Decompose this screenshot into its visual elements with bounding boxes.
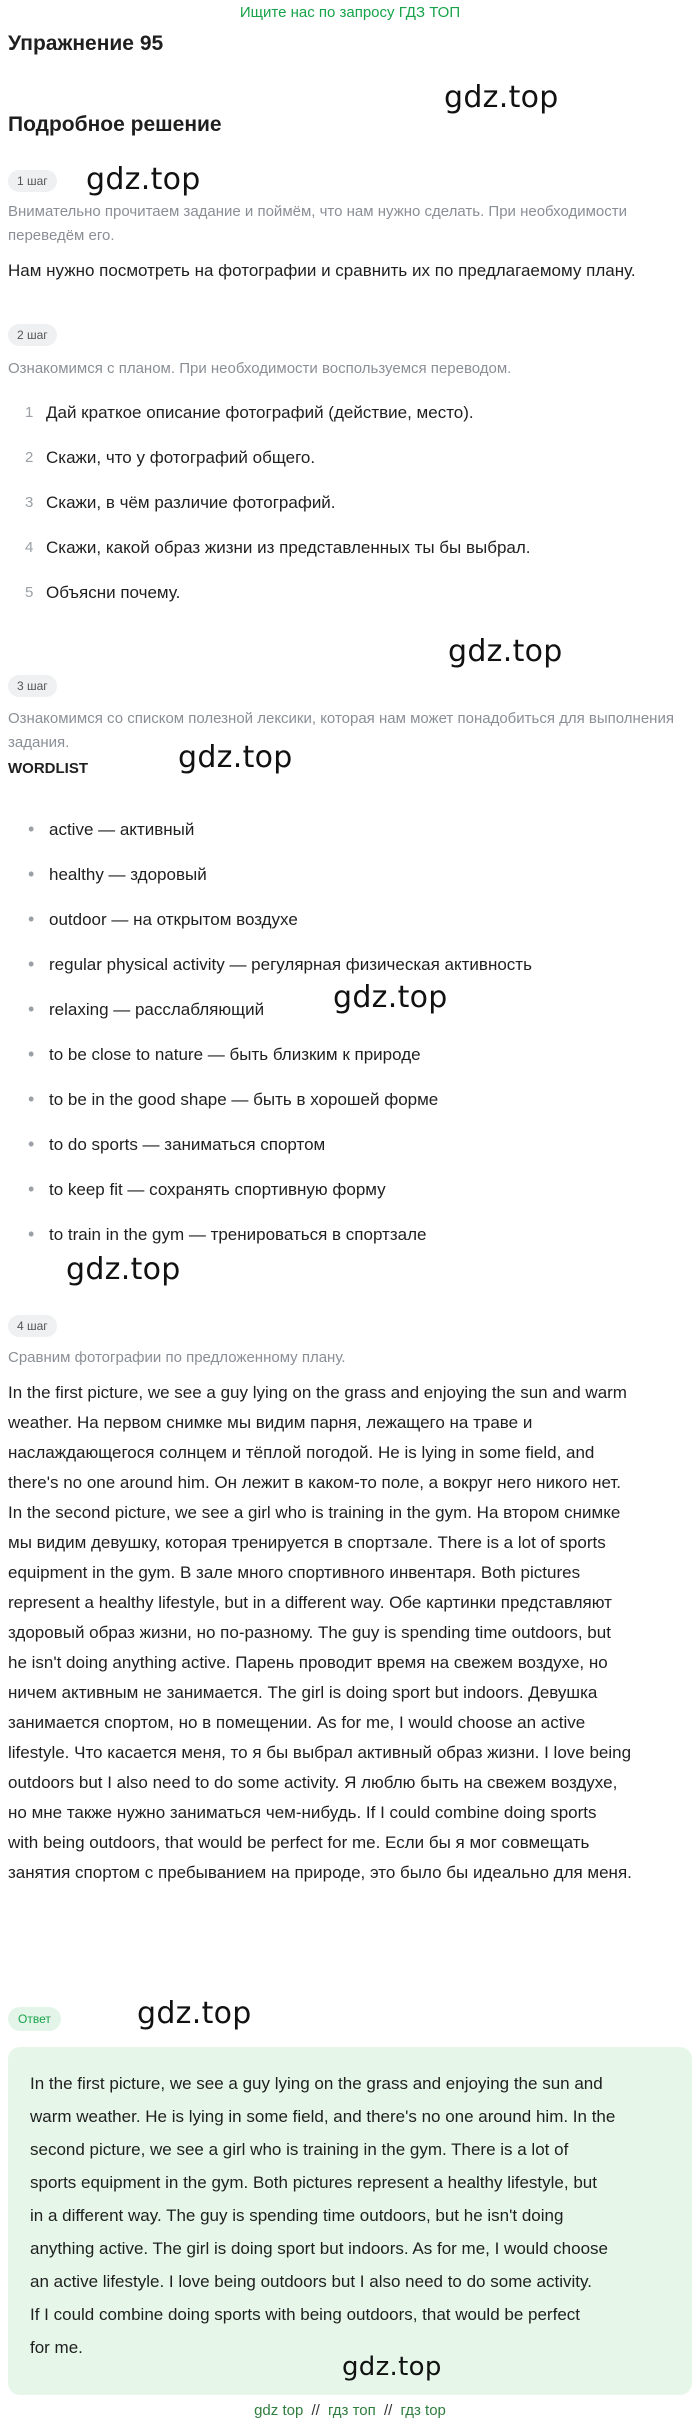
page-title: Упражнение 95	[8, 32, 164, 55]
bullet: •	[28, 954, 35, 974]
item-text: outdoor — на открытом воздухе	[49, 909, 298, 929]
watermark: gdz.top	[444, 80, 559, 115]
step-text: Нам нужно посмотреть на фотографии и сравнить их по предлагаемому плану.	[8, 261, 636, 280]
list-item	[8, 488, 692, 533]
item-text: Объясни почему.	[46, 583, 181, 602]
text-line: здоровый образ жизни, но по-разному. The guy is spending time outdoors, but	[8, 1623, 611, 1642]
answer-box	[8, 2047, 692, 2395]
bullet: •	[28, 1044, 35, 1064]
watermark: gdz.top	[178, 740, 293, 775]
answer-line: If I could combine doing sports with being outdoors, that would be perfect	[30, 2305, 580, 2324]
bullet: •	[28, 819, 35, 839]
step-badge: 2 шаг	[8, 324, 57, 346]
answer-line: anything active. The girl is doing sport but indoors. As for me, I would choose	[30, 2239, 608, 2258]
answer-line: for me.	[30, 2338, 83, 2357]
item-text: active — активный	[49, 819, 195, 839]
footer	[0, 2399, 700, 2423]
section-title: Подробное решение	[8, 113, 222, 136]
item-number: 1	[25, 404, 34, 421]
list-item	[8, 897, 692, 942]
text-line: outdoors but I also need to do some activity. Я люблю быть на свежем воздухе,	[8, 1773, 618, 1792]
text-line: мы видим девушку, которая тренируется в спортзале. There is a lot of sports	[8, 1533, 606, 1552]
step-hint: Ознакомимся с планом. При необходимости воспользуемся переводом.	[8, 360, 512, 377]
watermark: gdz.top	[448, 634, 563, 669]
list-item	[8, 443, 692, 488]
text-line: there's no one around him. Он лежит в каком-то поле, а вокруг него никого нет.	[8, 1473, 621, 1492]
list-item	[8, 807, 692, 852]
footer-link[interactable]: гдз топ	[328, 2402, 376, 2419]
bullet: •	[28, 909, 35, 929]
top-banner: Ищите нас по запросу ГДЗ ТОП	[239, 4, 461, 21]
answer-line: an active lifestyle. I love being outdoors but I also need to do some activity.	[30, 2272, 592, 2291]
item-text: Скажи, что у фотографий общего.	[46, 448, 316, 467]
footer-link[interactable]: гдз top	[400, 2402, 446, 2419]
item-number: 4	[25, 539, 34, 556]
wordlist	[8, 807, 692, 1257]
watermark: gdz.top	[333, 980, 448, 1015]
text-line: lifestyle. Что касается меня, то я бы выбрал активный образ жизни. I love being	[8, 1743, 632, 1762]
answer-line: In the first picture, we see a guy lying on the grass and enjoying the sun and	[30, 2074, 603, 2093]
footer-link[interactable]: gdz top	[254, 2402, 304, 2419]
step-hint: Внимательно прочитаем задание и поймём, что нам нужно сделать. При необходимости переведём его.	[8, 203, 628, 244]
bullet: •	[28, 999, 35, 1019]
bullet: •	[28, 1134, 35, 1154]
text-line: занимается спортом, но в помещении. As for me, I would choose an active	[8, 1713, 586, 1732]
step-badge: 1 шаг	[8, 170, 57, 192]
comparison-text	[8, 1378, 692, 1888]
bullet: •	[28, 1089, 35, 1109]
watermark: gdz.top	[137, 1996, 252, 2031]
item-text: to keep fit — сохранять спортивную форму	[49, 1179, 386, 1199]
wordlist-title: WORDLIST	[8, 760, 88, 777]
list-item	[8, 1077, 692, 1122]
text-line: weather. На первом снимке мы видим парня, лежащего на траве и	[8, 1413, 533, 1432]
text-line: In the first picture, we see a guy lying on the grass and enjoying the sun and warm	[8, 1383, 627, 1402]
list-item	[8, 578, 692, 623]
footer-separator: //	[311, 2402, 320, 2419]
step-hint: Сравним фотографии по предложенному плану.	[8, 1349, 346, 1366]
list-item	[8, 1122, 692, 1167]
item-number: 3	[25, 494, 34, 511]
answer-badge: Ответ	[8, 2007, 61, 2031]
text-line: In the second picture, we see a girl who is training in the gym. На втором снимке	[8, 1503, 621, 1522]
step-hint: Ознакомимся со списком полезной лексики, которая нам может понадобиться для выполнения задания.	[8, 710, 674, 751]
bullet: •	[28, 864, 35, 884]
watermark: gdz.top	[86, 162, 201, 197]
answer-line: warm weather. He is lying in some field, and there's no one around him. In the	[30, 2107, 616, 2126]
item-text: relaxing — расслабляющий	[49, 999, 265, 1019]
text-line: represent a healthy lifestyle, but in a different way. Обе картинки представляют	[8, 1593, 612, 1612]
watermark: gdz.top	[66, 1252, 181, 1287]
item-text: to do sports — заниматься спортом	[49, 1134, 326, 1154]
text-line: he isn't doing anything active. Парень проводит время на свежем воздухе, но	[8, 1653, 608, 1672]
step-badge: 3 шаг	[8, 675, 57, 697]
item-text: healthy — здоровый	[49, 864, 207, 884]
text-line: занятия спортом с пребыванием на природе, это было бы идеально для меня.	[8, 1863, 632, 1882]
bullet: •	[28, 1179, 35, 1199]
plan-list	[8, 398, 692, 623]
list-item	[8, 852, 692, 897]
list-item	[8, 1212, 692, 1257]
text-line: equipment in the gym. В зале много спортивного инвентаря. Both pictures	[8, 1563, 581, 1582]
item-text: Дай краткое описание фотографий (действие, место).	[46, 403, 474, 422]
item-number: 5	[25, 584, 34, 601]
text-line: with being outdoors, that would be perfect for me. Если бы я мог совмещать	[8, 1833, 590, 1852]
answer-line: second picture, we see a girl who is training in the gym. There is a lot of	[30, 2140, 569, 2159]
step-badge: 4 шаг	[8, 1315, 57, 1337]
item-text: Скажи, какой образ жизни из представленных ты бы выбрал.	[46, 538, 531, 557]
text-line: наслаждающегося солнцем и тёплой погодой. He is lying in some field, and	[8, 1443, 595, 1462]
item-text: to be in the good shape — быть в хорошей форме	[49, 1089, 439, 1109]
item-text: Скажи, в чём различие фотографий.	[46, 493, 336, 512]
item-text: regular physical activity — регулярная физическая активность	[49, 954, 532, 974]
text-line: ничем активным не занимается. The girl is doing sport but indoors. Девушка	[8, 1683, 598, 1702]
footer-separator: //	[383, 2402, 393, 2419]
bullet: •	[28, 1224, 35, 1244]
list-item	[8, 1167, 692, 1212]
list-item	[8, 398, 692, 443]
text-line: но мне также нужно заниматься чем-нибудь. If I could combine doing sports	[8, 1803, 597, 1822]
watermark: gdz.top	[342, 2352, 442, 2382]
item-text: to be close to nature — быть близким к природе	[49, 1044, 421, 1064]
item-text: to train in the gym — тренироваться в спортзале	[49, 1224, 427, 1244]
list-item	[8, 1032, 692, 1077]
answer-line: sports equipment in the gym. Both pictures represent a healthy lifestyle, but	[30, 2173, 597, 2192]
item-number: 2	[25, 449, 34, 466]
list-item	[8, 533, 692, 578]
answer-line: in a different way. The guy is spending time outdoors, but he isn't doing	[30, 2206, 564, 2225]
